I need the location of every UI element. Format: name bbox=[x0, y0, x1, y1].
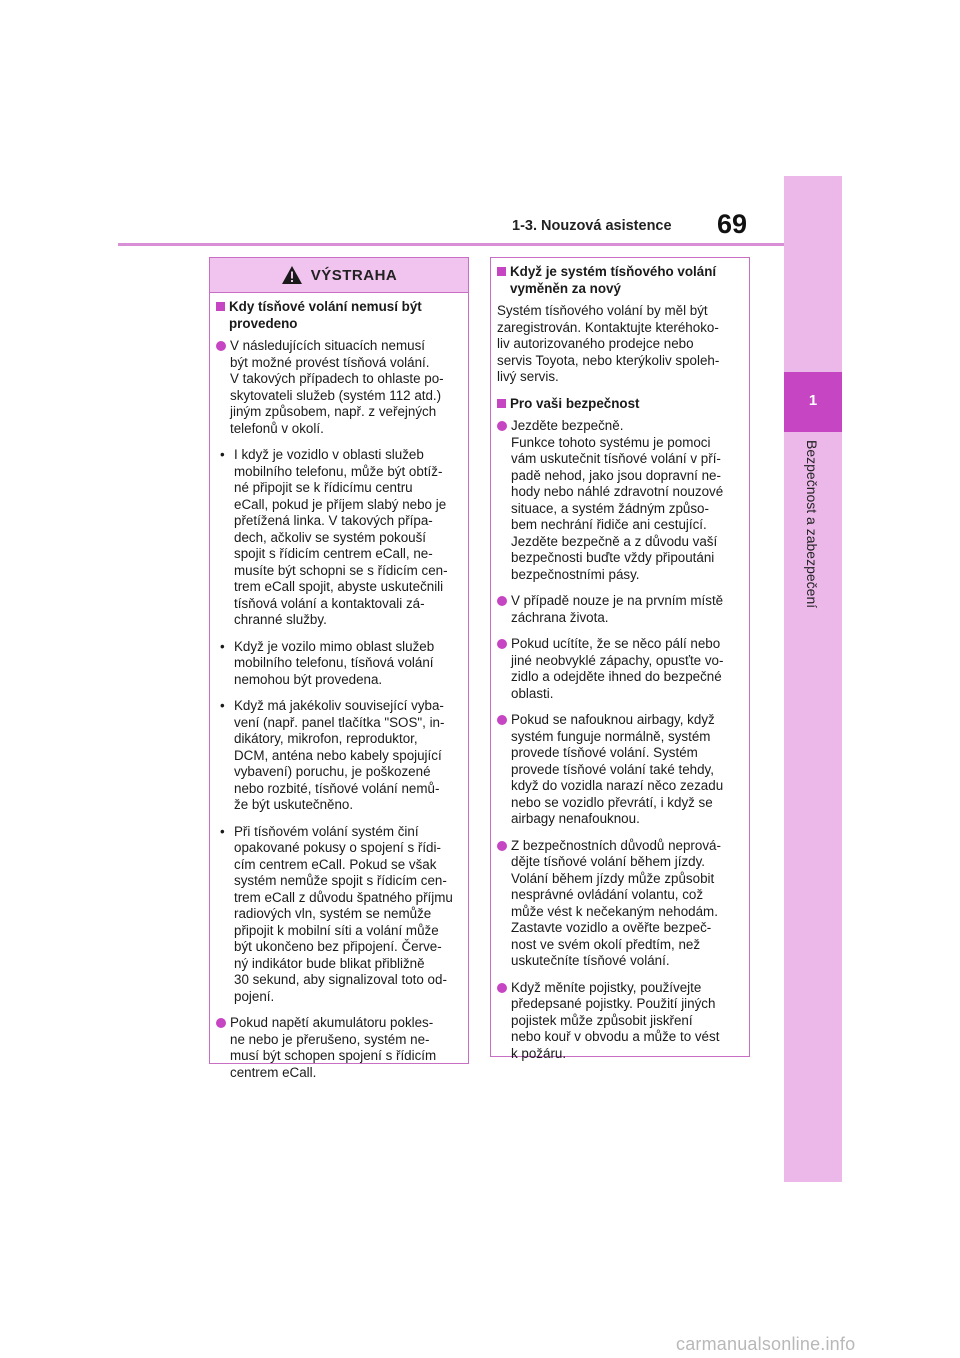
info-paragraph: Systém tísňového volání by měl být zaregistrován. Kontaktujte kteréhoko- liv autorizovaného prodejce nebo servis Toyota, nebo kterýkoliv spoleh- livý servis. bbox=[497, 303, 720, 384]
warning-bullet bbox=[216, 824, 459, 1006]
warning-bullet-text: Při tísňovém volání systém činí opakované pokusy o spojení s řídi- cím centrem eCall. Pokud se však systém nemůže spojit s řídicím cen- trem eCall z důvodu špatného příjmu radiových vln, systém se nemůže připojit k mobilní síti a volání může být ukončeno bez připojení. Červe- ný indikátor bude blikat přibližně 30 sekund, aby signalizoval toto od- pojení. bbox=[234, 823, 453, 1004]
watermark: carmanualsonline.info bbox=[676, 1334, 856, 1354]
bullet-mark: • bbox=[220, 638, 225, 654]
info-item bbox=[497, 712, 740, 828]
square-bullet-icon bbox=[497, 267, 506, 276]
info-heading bbox=[497, 396, 740, 413]
info-heading bbox=[497, 264, 740, 297]
square-bullet-icon bbox=[216, 302, 225, 311]
circle-bullet-icon bbox=[497, 983, 507, 993]
info-item-text: Z bezpečnostních důvodů neprová- dějte tísňové volání během jízdy. Volání během jízdy může způsobit nesprávné ovládání volantu, což může vést k nečekaným nehodám. Zastavte vozidlo a ověřte bezpeč- nost ve svém okolí předtím, než uskutečníte tísňové volání. bbox=[511, 837, 721, 968]
circle-bullet-icon bbox=[497, 421, 507, 431]
warning-bullet bbox=[216, 698, 459, 814]
bullet-mark: • bbox=[220, 447, 225, 462]
section-title: 1-3. Nouzová asistence bbox=[512, 218, 672, 234]
info-item-text: Pokud ucítíte, že se něco pálí nebo jiné neobvyklé zápachy, opusťte vo- zidlo a odejděte ihned do bezpečné oblasti. bbox=[511, 636, 724, 701]
info-item-text: V případě nouze je na prvním místě záchrana života. bbox=[511, 593, 724, 625]
warning-bullet-text: Když je vozilo mimo oblast služeb mobilního telefonu, tísňová volání nemohou být provedena. bbox=[234, 638, 435, 687]
circle-bullet-icon bbox=[497, 639, 507, 649]
circle-bullet-icon bbox=[216, 1018, 226, 1028]
info-item-text: Když měníte pojistky, používejte předepsané pojistky. Použití jiných pojistek může způsobit jiskření nebo kouř v obvodu a může to vést k požáru. bbox=[511, 979, 720, 1061]
page-number: 69 bbox=[717, 209, 748, 239]
circle-bullet-icon bbox=[497, 715, 507, 725]
info-item bbox=[497, 593, 740, 626]
warning-item-text: Pokud napětí akumulátoru pokles- ne nebo je přerušeno, systém ne- musí být schopen spojení s řídicím centrem eCall. bbox=[230, 1015, 437, 1080]
circle-bullet-icon bbox=[497, 841, 507, 851]
info-item-text: Pokud se nafouknou airbagy, když systém funguje normálně, systém provede tísňové volání. Systém provede tísňové volání také tehdy, když do vozidla narazí něco zezadu nebo se vozidlo převrátí, i když se airbagy nenafouknou. bbox=[511, 712, 724, 826]
warning-bullet bbox=[216, 639, 459, 689]
warning-bullet-text: Když má jakékoliv související vyba- vení (např. panel tlačítka "SOS", in- dikátory, mikrofon, reproduktor, DCM, anténa nebo kabely spojující vybavení) poruchu, je poškozené nebo rozbité, tísňové volání nemů- že být uskutečněno. bbox=[234, 698, 445, 812]
bullet-mark: • bbox=[220, 698, 225, 713]
circle-bullet-icon bbox=[497, 596, 507, 606]
chapter-number-box bbox=[784, 372, 842, 432]
info-item bbox=[497, 418, 740, 583]
info-item bbox=[497, 838, 740, 970]
warning-item bbox=[216, 1015, 459, 1081]
warning-content bbox=[210, 293, 468, 1081]
info-item bbox=[497, 636, 740, 702]
chapter-title: Bezpečnost a zabezpečení bbox=[804, 440, 820, 609]
bullet-mark: • bbox=[220, 823, 225, 839]
warning-box bbox=[209, 257, 469, 1080]
chapter-title-container bbox=[784, 440, 842, 780]
warning-bullet bbox=[216, 447, 459, 629]
info-item bbox=[497, 980, 740, 1063]
warning-item bbox=[216, 338, 459, 437]
info-content bbox=[491, 258, 749, 1062]
chapter-number: 1 bbox=[808, 392, 818, 409]
warning-item-text: V následujících situacích nemusí být možné provést tísňová volání. V takových případech to ohlaste po- skytovateli služeb (systém 112 atd.) jiným způsobem, např. z veřejných telefonů v okolí. bbox=[230, 338, 444, 436]
warning-triangle-icon bbox=[281, 265, 303, 285]
info-item-text: Jezděte bezpečně. Funkce tohoto systému je pomoci vám uskutečnit tísňové volání v pří- padě nehod, jako jsou dopravní ne- hody nebo náhlé zdravotní nouzové situace, a systém žádným způso- bem nechrání řidiče ani cestující. Jezděte bezpečně a z důvodu vaší bezpečnosti buďte vždy připoutáni bezpečnostními pásy. bbox=[511, 418, 724, 582]
warning-title: VÝSTRAHA bbox=[310, 266, 398, 284]
info-heading-text: Pro vaši bezpečnost bbox=[510, 395, 640, 411]
info-heading-text: Když je systém tísňového volání vyměněn za nový bbox=[510, 264, 717, 296]
info-box bbox=[490, 257, 750, 1061]
warning-bullet-text: I když je vozidlo v oblasti služeb mobilního telefonu, může být obtíž- né připojit se k řídicímu centru eCall, pokud je příjem slabý nebo je přetížená linka. V takových přípa- dech, ačkoliv se systém pokouší spojit s řídicím centrem eCall, ne- musíte být schopni se s řídicím cen- trem eCall spojit, abyste uskutečnili tísňová volání a kontaktovali zá- chranné služby. bbox=[234, 447, 448, 627]
warning-header bbox=[210, 258, 468, 293]
warning-heading bbox=[216, 299, 459, 332]
header-divider bbox=[118, 243, 784, 246]
warning-heading-text: Kdy tísňové volání nemusí být provedeno bbox=[229, 299, 422, 331]
circle-bullet-icon bbox=[216, 341, 226, 351]
square-bullet-icon bbox=[497, 399, 506, 408]
